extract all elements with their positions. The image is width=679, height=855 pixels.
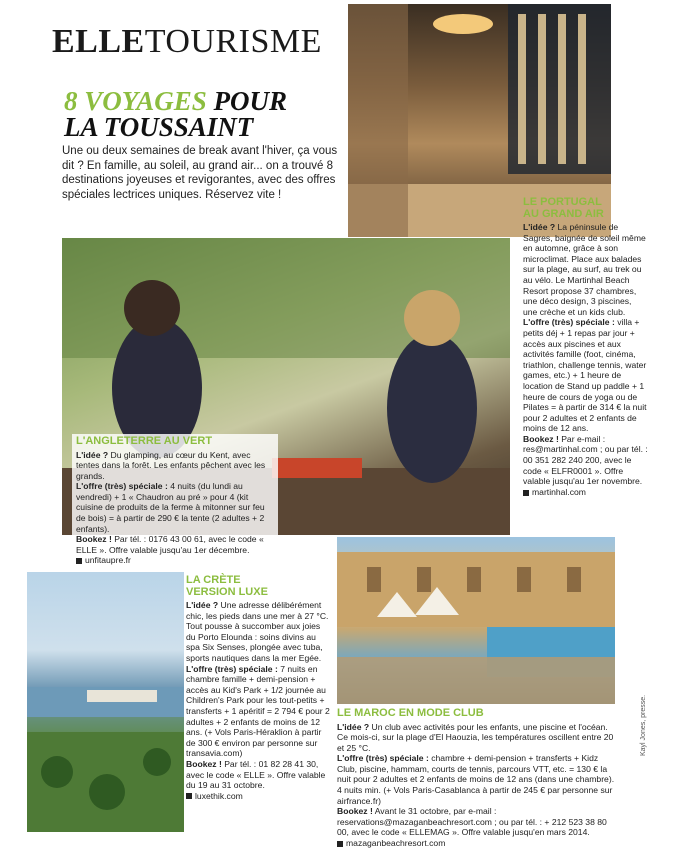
photo-crete-resort <box>27 572 184 832</box>
portugal-site[interactable]: martinhal.com <box>532 486 586 497</box>
crete-idee: Une adresse délibérément chic, les pieds dans une mer à 27 °C. Tout pousse à succomber aux joies du Porto Elounda : soins divins au spa Six Senses, plongée avec tuba, sports nautiques dans la mer Egée. <box>186 600 329 663</box>
morocco-idee-label: L'idée ? <box>337 721 370 732</box>
england-title: L'ANGLETERRE AU VERT <box>76 435 213 447</box>
morocco-bookez-label: Bookez ! <box>337 806 373 817</box>
morocco-idee: Un club avec activités pour les enfants, une piscine et l'océan. Ce mois-ci, sur la plage d'El Haouzia, les températures oscillent entre 20 et 25 °C. <box>337 721 614 753</box>
england-site[interactable]: unfitaupre.fr <box>85 555 131 566</box>
bullet-square <box>186 793 192 799</box>
bullet-square <box>523 490 529 496</box>
crete-offre: 7 nuits en chambre famille + demi-pension + accès au Kid's Park + 1/2 journée au Children's Park pour les tout-petits + transferts + 1 apéritif = 2 794 € pour 2 adultes + 2 enfants de moins de 12 ans. (+ Vols Paris-Héraklion à partir de 300 € environ par personne sur transavia.com) <box>186 663 330 759</box>
crete-bookez-label: Bookez ! <box>186 758 222 769</box>
england-offre-label: L'offre (très) spéciale : <box>76 481 168 492</box>
section-portugal <box>523 197 648 497</box>
morocco-offre-label: L'offre (très) spéciale : <box>337 753 429 764</box>
magazine-brand <box>52 22 322 61</box>
section-crete <box>186 575 331 801</box>
headline-pour: POUR <box>213 86 288 116</box>
photo-morocco-pool <box>337 537 615 704</box>
portugal-idee-label: L'idée ? <box>523 222 556 232</box>
england-offre: 4 nuits (du lundi au vendredi) + 1 « Chaudron au pré » pour 4 (kit cuisine de produits de la ferme à mitonner sur feu de bois) = à partir de 290 € la tente (2 adultes + 2 enfants). <box>76 481 265 534</box>
section-morocco <box>337 708 617 849</box>
portugal-idee: La péninsule de Sagres, baignée de soleil même en automne, grâce à son microclimat. Place aux balades sur la plage, au surf, au trek ou au vélo. Le Martinhal Beach Resort propose 37 chambres, une déco design, 3 piscines, une crèche et un kids club. <box>523 222 646 317</box>
crete-offre-label: L'offre (très) spéciale : <box>186 663 278 674</box>
england-bookez-label: Bookez ! <box>76 534 112 545</box>
portugal-title-2: AU GRAND AIR <box>523 207 604 220</box>
brand-tourisme: TOURISME <box>144 23 322 60</box>
england-idee-label: L'idée ? <box>76 449 109 460</box>
morocco-offre: chambre + demi-pension + transferts + Kidz Club, piscine, hammam, courts de tennis, parcours VTT, etc. = 130 € la nuit pour 2 adultes et 2 enfants de moins de 12 ans (dans une chambre). 4 nuits min. (+ Vols Paris-Casablanca à partir de 245 € par personne sur airfrance.fr) <box>337 753 615 806</box>
intro-paragraph: Une ou deux semaines de break avant l'hiver, ça vous dit ? En famille, au soleil, au grand air... on a trouvé 8 destinations joyeuses et revigorantes, avec des offres spéciales lectrices uniques. Réservez vite ! <box>62 145 338 201</box>
headline-line2: LA TOUSSAINT <box>64 112 254 142</box>
photo-credit: Kayl Jones, presse. <box>640 694 647 756</box>
page-headline <box>64 88 287 140</box>
morocco-title: LE MAROC EN MODE CLUB <box>337 707 484 719</box>
portugal-bookez-label: Bookez ! <box>523 433 559 444</box>
crete-idee-label: L'idée ? <box>186 600 219 610</box>
crete-bookez: Par tél. : 01 82 28 41 30, avec le code « ELLE ». Offre valable du 19 au 31 octobre. <box>186 758 326 791</box>
crete-title-1: LA CRÈTE <box>186 574 241 586</box>
bullet-square <box>337 841 343 847</box>
headline-green: 8 VOYAGES <box>64 86 207 116</box>
crete-site[interactable]: luxethik.com <box>195 790 243 801</box>
portugal-offre: villa + petits déj + 1 repas par jour + accès aux piscines et aux activités famille (foot, cinéma, triathlon, challenge tennis, water games, etc.) + 1 heure de location de Stand up paddle + 1 heure de cours de yoga ou de Pilates = à partir de 314 € la nuit pour 2 adultes et 2 enfants de moins de 12 ans. <box>523 317 647 434</box>
portugal-bookez: Par e-mail : res@martinhal.com ; ou par tél. : 00 351 282 240 200, avec le code « ELFR0001 ». Offre valable jusqu'au 1er novembre. <box>523 433 648 487</box>
morocco-site[interactable]: mazaganbeachresort.com <box>346 838 446 849</box>
crete-title-2: VERSION LUXE <box>186 585 268 598</box>
section-england <box>72 434 278 568</box>
england-idee: Du glamping, au cœur du Kent, avec tentes dans la forêt. Les enfants pêchent avec les grands. <box>76 449 266 481</box>
portugal-offre-label: L'offre (très) spéciale : <box>523 317 615 328</box>
england-bookez: Par tél. : 0176 43 00 61, avec le code « ELLE ». Offre valable jusqu'au 1er décembre. <box>76 534 264 555</box>
bullet-square <box>76 558 82 564</box>
brand-elle: ELLE <box>52 23 145 60</box>
morocco-bookez: Avant le 31 octobre, par e-mail : reservations@mazaganbeachresort.com ; ou par tél. : + 212 523 38 80 00, avec le code « ELLEMAG ». Offre valable jusqu'en mars 2014. <box>337 806 607 838</box>
portugal-title-1: LE PORTUGAL <box>523 196 602 208</box>
